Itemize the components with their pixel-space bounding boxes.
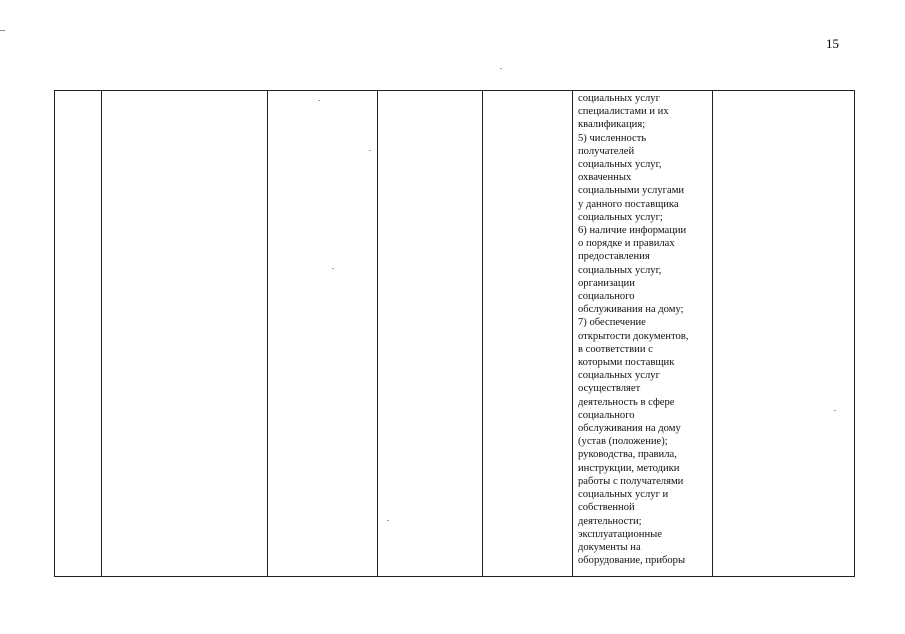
text-line: социальных услуг и — [578, 489, 669, 501]
table-cell-col-4 — [378, 91, 483, 577]
text-line: (устав (положение); — [578, 436, 668, 448]
text-line: в соответствии с — [578, 343, 653, 355]
text-line: социальных услуг — [578, 370, 660, 382]
text-line: обслуживания на дому — [578, 423, 681, 435]
text-line: о порядке и правилах — [578, 238, 675, 250]
text-line: социальных услуг; — [578, 211, 663, 223]
scan-edge-mark — [0, 30, 5, 31]
text-line: социальных услуг, — [578, 159, 662, 171]
text-line: деятельность в сфере — [578, 396, 675, 408]
table-cell-col-2 — [102, 91, 268, 577]
text-line: открытости документов, — [578, 330, 689, 342]
text-line: организации — [578, 277, 635, 289]
text-line: работы с получателями — [578, 475, 684, 487]
text-line: которыми поставщик — [578, 357, 675, 369]
text-line: руководства, правила, — [578, 449, 677, 461]
text-line: квалификация; — [578, 119, 646, 131]
text-line: у данного поставщика — [578, 198, 679, 210]
table-row — [55, 91, 855, 577]
text-line: социальных услуг, — [578, 264, 662, 276]
page-number: 15 — [826, 36, 839, 51]
table-cell-col-7 — [713, 91, 855, 577]
text-line: осуществляет — [578, 383, 641, 395]
text-line: обслуживания на дому; — [578, 304, 684, 316]
table-cell-col-3 — [268, 91, 378, 577]
text-line: социального — [578, 409, 635, 421]
text-line: документы на — [578, 541, 641, 553]
text-line: собственной — [578, 502, 635, 514]
text-line: получателей — [578, 145, 635, 157]
table-cell-col-5 — [483, 91, 573, 577]
text-line: предоставления — [578, 251, 650, 263]
text-line: деятельности; — [578, 515, 642, 527]
text-line: специалистами и их — [578, 106, 669, 118]
document-table — [54, 90, 855, 577]
text-line: эксплуатационные — [578, 528, 662, 540]
text-line: 6) наличие информации — [578, 225, 687, 237]
text-line: инструкции, методики — [578, 462, 680, 474]
text-line: 7) обеспечение — [578, 317, 646, 329]
criteria-text-cell — [573, 91, 713, 577]
scan-speck — [500, 68, 502, 69]
text-line: социальных услуг — [578, 93, 660, 104]
table-cell-col-1 — [55, 91, 102, 577]
text-line: оборудование, приборы — [578, 555, 686, 567]
text-line: социального — [578, 291, 635, 303]
text-line: 5) численность — [578, 132, 647, 144]
text-line: охваченных — [578, 172, 632, 184]
text-line: социальными услугами — [578, 185, 685, 197]
